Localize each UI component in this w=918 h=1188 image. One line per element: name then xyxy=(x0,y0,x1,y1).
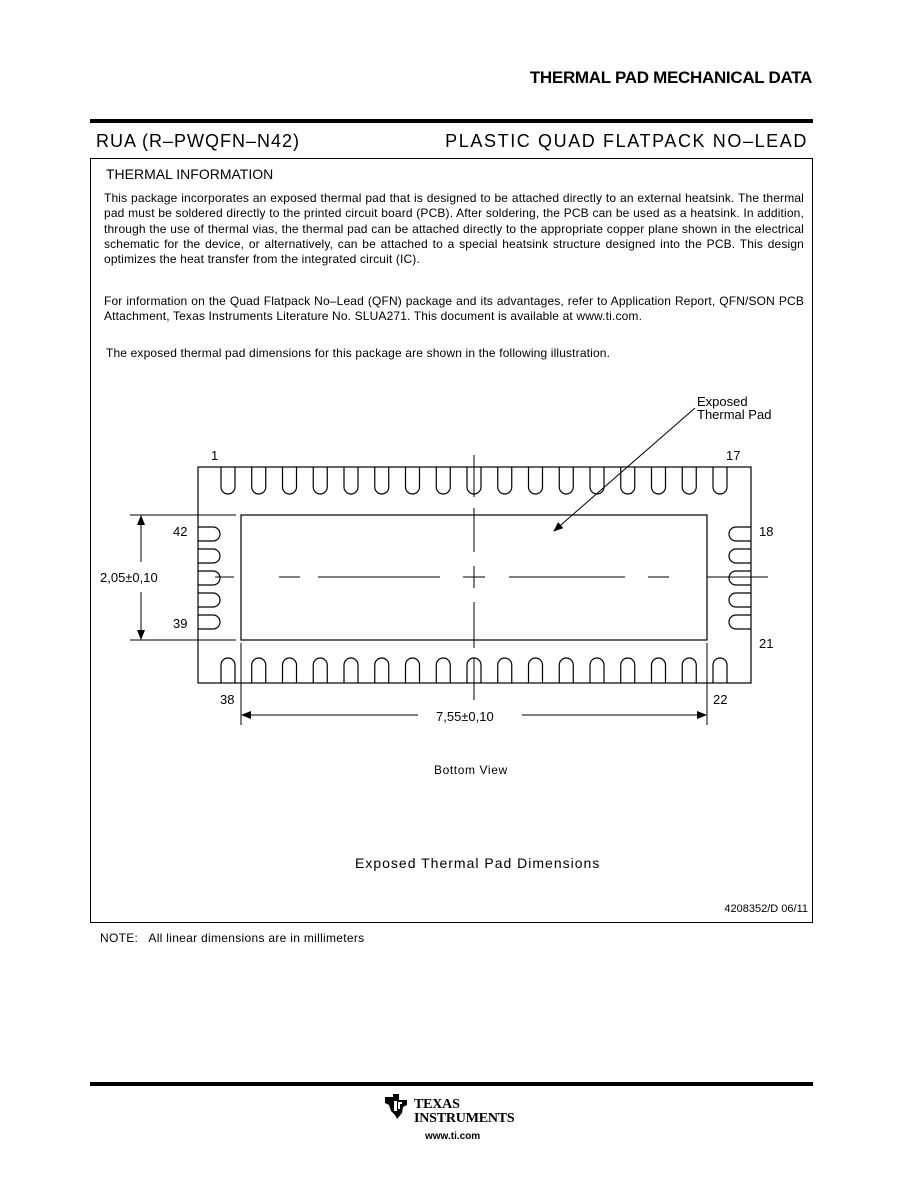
bottom-pin-pad xyxy=(652,658,666,683)
dimensions-note: NOTE: All linear dimensions are in millimeters xyxy=(100,931,365,945)
top-pin-pad xyxy=(313,467,327,494)
top-pin-pad xyxy=(436,467,450,494)
top-pin-pad xyxy=(713,467,727,494)
footer-url: www.ti.com xyxy=(425,1131,481,1142)
top-pin-pad xyxy=(252,467,266,494)
thermal-pad-leader xyxy=(554,408,695,531)
top-pin-pad xyxy=(529,467,543,494)
top-pin-pad xyxy=(221,467,235,494)
centerlines xyxy=(215,455,768,700)
bottom-pin-pad xyxy=(621,658,635,683)
top-pin-pad xyxy=(406,467,420,494)
paragraph-illustration-intro: The exposed thermal pad dimensions for this package are shown in the following illustration. xyxy=(106,346,611,360)
top-pin-pad xyxy=(590,467,604,494)
section-title: THERMAL INFORMATION xyxy=(106,166,274,182)
bottom-pin-pad xyxy=(590,658,604,683)
bottom-pin-pad xyxy=(344,658,358,683)
bottom-pin-pad xyxy=(436,658,450,683)
bottom-pin-pad xyxy=(375,658,389,683)
left-pins xyxy=(198,527,220,629)
callout-exposed: Exposed xyxy=(697,394,748,409)
bottom-pin-pad xyxy=(682,658,696,683)
left-pin-pad xyxy=(198,593,220,607)
bottom-pin-pad xyxy=(252,658,266,683)
bottom-pin-pad xyxy=(283,658,297,683)
left-pin-pad xyxy=(198,571,220,585)
right-pin-pad xyxy=(729,549,751,563)
dimension-height-label: 2,05±0,10 xyxy=(100,570,158,585)
left-pin-pad xyxy=(198,527,220,541)
figure-caption: Exposed Thermal Pad Dimensions xyxy=(355,855,601,871)
pin-label-39: 39 xyxy=(173,616,188,631)
bottom-pin-pad xyxy=(221,658,235,683)
page-header-title: THERMAL PAD MECHANICAL DATA xyxy=(529,68,812,87)
bottom-pin-pad xyxy=(559,658,573,683)
top-pin-pad xyxy=(283,467,297,494)
view-label: Bottom View xyxy=(434,763,508,777)
ti-logo-icon xyxy=(383,1093,413,1121)
right-pin-pad xyxy=(729,615,751,629)
document-number: 4208352/D 06/11 xyxy=(724,903,808,915)
paragraph-thermal-pad: This package incorporates an exposed thermal pad that is designed to be attached directly to an external heatsink. The thermal pad must be soldered directly to the printed circuit board (PCB). After soldering, the PCB can be used as a heatsink. In addition, through the use of thermal vias, the thermal pad can be attached directly to the appropriate copper plane shown in the electrical schematic for the device, or alternatively, can be attached to a special heatsink structure designed into the PCB. This design optimizes the heat transfer from the integrated circuit (IC). xyxy=(104,191,804,267)
bottom-pin-pad xyxy=(406,658,420,683)
top-pin-pad xyxy=(498,467,512,494)
top-pin-pad xyxy=(559,467,573,494)
top-pin-pad xyxy=(375,467,389,494)
pin-label-18: 18 xyxy=(759,524,774,539)
bottom-pin-pad xyxy=(313,658,327,683)
dimension-width-label: 7,55±0,10 xyxy=(436,709,494,724)
right-pin-pad xyxy=(729,593,751,607)
pin-label-17: 17 xyxy=(726,448,741,463)
left-pin-pad xyxy=(198,615,220,629)
paragraph-qfn-info: For information on the Quad Flatpack No–Lead (QFN) package and its advantages, refer to Application Report, QFN/SON PCB Attachment, Texas Instruments Literature No. SLUA271. This document is available at www.ti.com. xyxy=(104,294,804,324)
pin-label-42: 42 xyxy=(173,524,188,539)
top-pin-pad xyxy=(682,467,696,494)
brand-line-instruments: INSTRUMENTS xyxy=(414,1111,515,1126)
pin-label-1: 1 xyxy=(211,448,219,463)
right-pin-pad xyxy=(729,527,751,541)
bottom-pin-pad xyxy=(529,658,543,683)
pin-label-21: 21 xyxy=(759,636,774,651)
top-pin-pad xyxy=(344,467,358,494)
package-id: RUA (R–PWQFN–N42) xyxy=(96,131,301,151)
bottom-pin-pad xyxy=(713,658,727,683)
footer-rule xyxy=(90,1082,813,1086)
callout-thermal-pad: Thermal Pad xyxy=(697,407,772,422)
top-pin-pad xyxy=(652,467,666,494)
right-pin-pad xyxy=(729,571,751,585)
package-description: PLASTIC QUAD FLATPACK NO–LEAD xyxy=(445,131,808,151)
right-pins xyxy=(729,527,751,629)
brand-line-texas: TEXAS xyxy=(414,1097,460,1112)
bottom-pin-pad xyxy=(498,658,512,683)
pin-label-38: 38 xyxy=(220,692,235,707)
pin-label-22: 22 xyxy=(713,692,728,707)
left-pin-pad xyxy=(198,549,220,563)
